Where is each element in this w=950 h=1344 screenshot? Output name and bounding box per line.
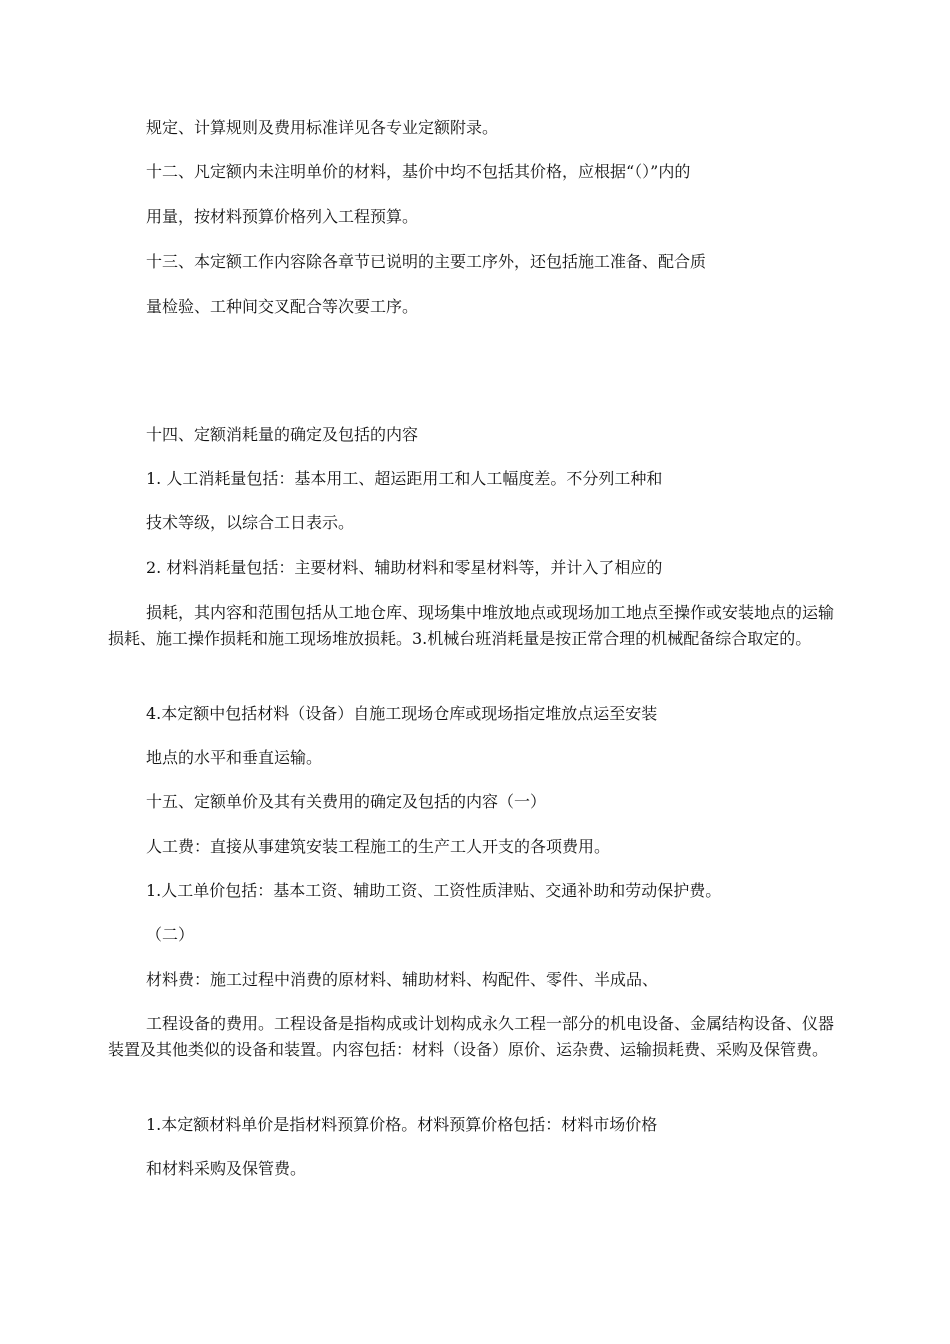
text-line: 材料费：施工过程中消费的原材料、辅助材料、构配件、零件、半成品、	[146, 970, 659, 989]
text-line: 和材料采购及保管费。	[146, 1159, 307, 1178]
text-line: 技术等级，以综合工日表示。	[146, 513, 355, 532]
text-line: 十二、凡定额内未注明单价的材料，基价中均不包括其价格，应根据“（）”内的	[146, 162, 691, 181]
text-paragraph: 损耗，其内容和范围包括从工地仓库、现场集中堆放地点或现场加工地点至操作或安装地点的运输损耗、施工操作损耗和施工现场堆放损耗。3.机械台班消耗量是按正常合理的机械配备综合取定的。	[108, 603, 835, 648]
text-line: 量检验、工种间交叉配合等次要工序。	[146, 297, 419, 316]
text-line: 地点的水平和垂直运输。	[146, 748, 323, 767]
text-line: 规定、计算规则及费用标准详见各专业定额附录。	[146, 118, 499, 137]
text-line: 1.人工单价包括：基本工资、辅助工资、工资性质津贴、交通补助和劳动保护费。	[146, 881, 722, 900]
text-line: 1.本定额材料单价是指材料预算价格。材料预算价格包括：材料市场价格	[146, 1115, 658, 1134]
text-line: 1. 人工消耗量包括：基本用工、超运距用工和人工幅度差。不分列工种和	[146, 469, 663, 488]
text-line: 十三、本定额工作内容除各章节已说明的主要工序外，还包括施工准备、配合质	[146, 252, 707, 271]
text-line: 2. 材料消耗量包括：主要材料、辅助材料和零星材料等，并计入了相应的	[146, 558, 663, 577]
text-line: 人工费：直接从事建筑安装工程施工的生产工人开支的各项费用。	[146, 837, 611, 856]
text-line: 用量，按材料预算价格列入工程预算。	[146, 207, 419, 226]
section-heading: 十五、定额单价及其有关费用的确定及包括的内容（一）	[146, 792, 547, 811]
text-paragraph: 工程设备的费用。工程设备是指构成或计划构成永久工程一部分的机电设备、金属结构设备、仪器装置及其他类似的设备和装置。内容包括：材料（设备）原价、运杂费、运输损耗费、采购及保管费。	[108, 1014, 835, 1059]
text-line: 4.本定额中包括材料（设备）自施工现场仓库或现场指定堆放点运至安装	[146, 704, 658, 723]
section-heading: 十四、定额消耗量的确定及包括的内容	[146, 425, 419, 444]
text-line: （二）	[146, 925, 195, 944]
